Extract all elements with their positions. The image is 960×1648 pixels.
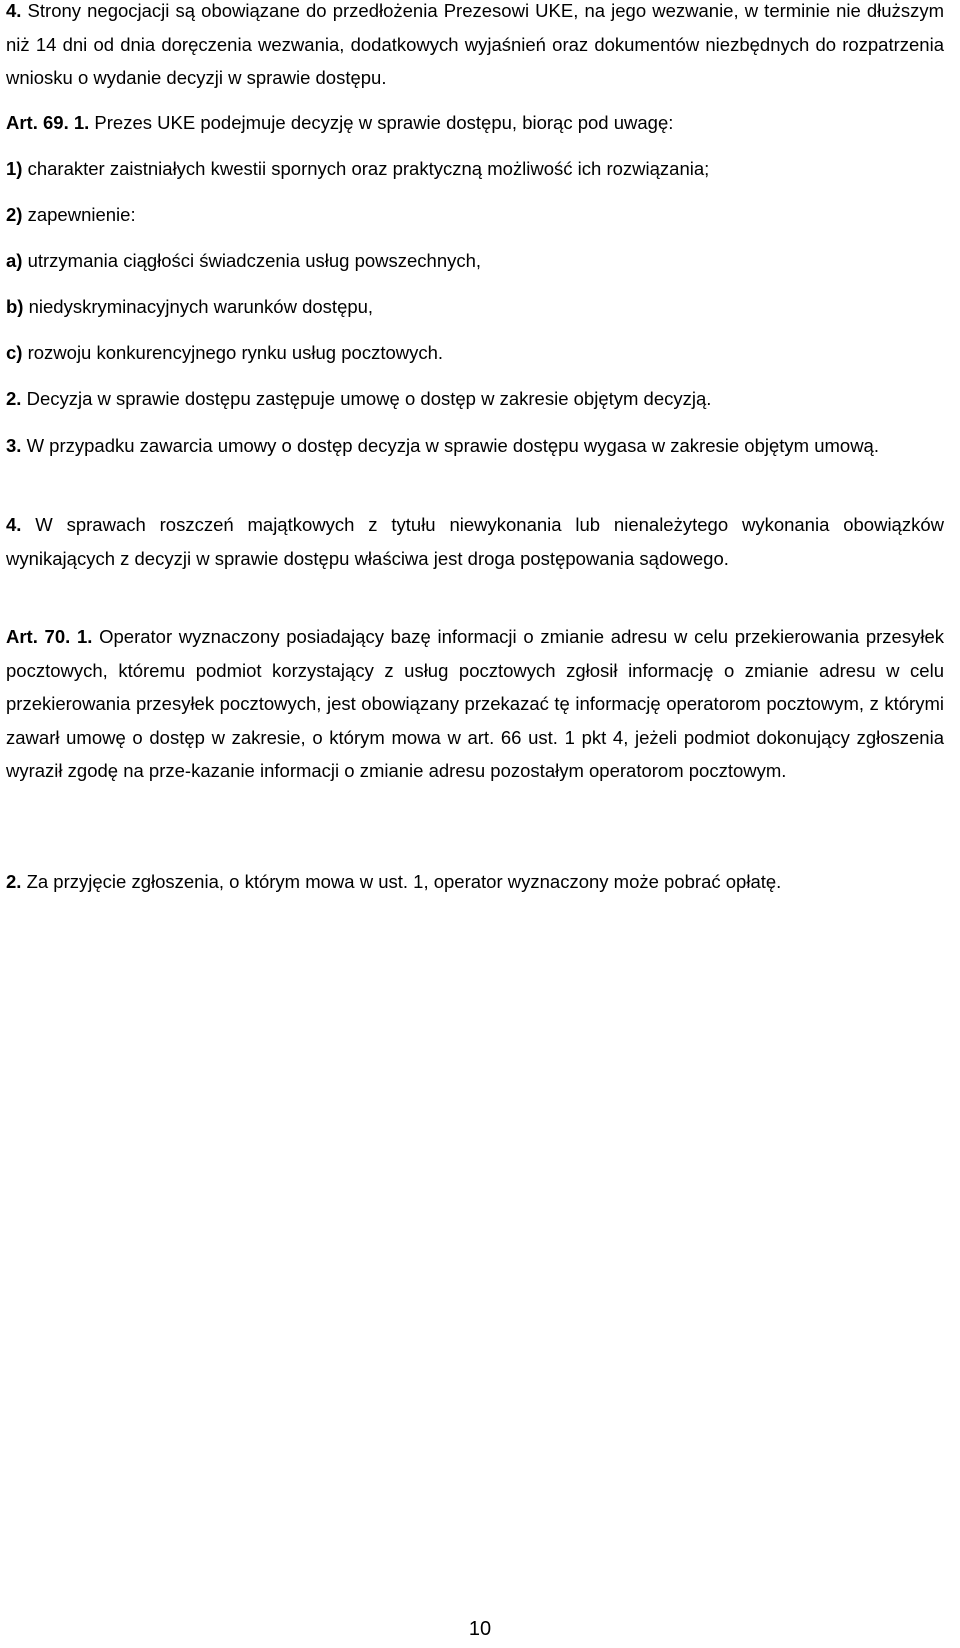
paragraph-text: Strony negocjacji są obowiązane do przedłożenia Prezesowi UKE, na jego wezwanie, w terminie nie dłuższym niż 14 dni od dnia doręczenia wezwania, dodatkowych wyjaśnień oraz dokumentów niezbędnych do rozpatrzenia wniosku o wydanie decyzji w sprawie dostępu. <box>6 0 944 88</box>
paragraph-text: zapewnienie: <box>22 204 136 225</box>
paragraph-text: charakter zaistniałych kwestii spornych oraz praktyczną możliwość ich rozwiązania; <box>22 158 710 179</box>
paragraph-number: 2) <box>6 204 23 225</box>
paragraph-ust-3 <box>6 429 944 463</box>
paragraph-number: 4. <box>6 514 22 535</box>
paragraph-text: Decyzja w sprawie dostępu zastępuje umowę o dostęp w zakresie objętym decyzją. <box>21 388 712 409</box>
paragraph-strony-negocjacji <box>6 0 944 95</box>
paragraph-number: 4. <box>6 0 22 21</box>
paragraph-text: Operator wyznaczony posiadający bazę informacji o zmianie adresu w celu przekierowania przesyłek pocztowych, któremu podmiot korzystający z usług pocztowych zgłosił informację o zmianie adresu w celu przekierowania przesyłek pocztowych, jest obowiązany przekazać tę informację operatorom pocztowym, z którymi zawarł umowę o dostęp w zakresie, o którym mowa w art. 66 ust. 1 pkt 4, jeżeli podmiot dokonujący zgłoszenia wyraził zgodę na prze-kazanie informacji o zmianie adresu pozostałym operatorom pocztowym. <box>6 626 944 781</box>
paragraph-number: c) <box>6 342 23 363</box>
paragraph-ust-4 <box>6 508 944 575</box>
paragraph-number: 2. <box>6 388 22 409</box>
paragraph-number: Art. 70. 1. <box>6 626 93 647</box>
paragraph-text: W przypadku zawarcia umowy o dostęp decyzja w sprawie dostępu wygasa w zakresie objętym umową. <box>21 435 879 456</box>
paragraph-art-70-1 <box>6 620 944 788</box>
paragraph-text: Za przyjęcie zgłoszenia, o którym mowa w ust. 1, operator wyznaczony może pobrać opłatę. <box>21 871 782 892</box>
paragraph-number: 1) <box>6 158 23 179</box>
page-number: 10 <box>468 1618 492 1640</box>
paragraph-text: Prezes UKE podejmuje decyzję w sprawie dostępu, biorąc pod uwagę: <box>89 112 674 133</box>
paragraph-text: utrzymania ciągłości świadczenia usług powszechnych, <box>22 250 482 271</box>
list-item-c <box>6 336 944 370</box>
paragraph-art-69-1 <box>6 106 944 140</box>
paragraph-number: 3. <box>6 435 22 456</box>
list-item-a <box>6 244 944 278</box>
paragraph-text: rozwoju konkurencyjnego rynku usług pocztowych. <box>22 342 444 363</box>
list-item-b <box>6 290 944 324</box>
paragraph-number: Art. 69. 1. <box>6 112 90 133</box>
list-item-2 <box>6 198 944 232</box>
paragraph-text: W sprawach roszczeń majątkowych z tytułu niewykonania lub nienależytego wykonania obowiązków wynikających z decyzji w sprawie dostępu właściwa jest droga postępowania sądowego. <box>6 514 944 569</box>
paragraph-art-70-2 <box>6 865 944 899</box>
paragraph-ust-2 <box>6 382 944 416</box>
paragraph-number: b) <box>6 296 24 317</box>
paragraph-number: a) <box>6 250 23 271</box>
paragraph-text: niedyskryminacyjnych warunków dostępu, <box>23 296 374 317</box>
paragraph-number: 2. <box>6 871 22 892</box>
list-item-1 <box>6 152 944 186</box>
